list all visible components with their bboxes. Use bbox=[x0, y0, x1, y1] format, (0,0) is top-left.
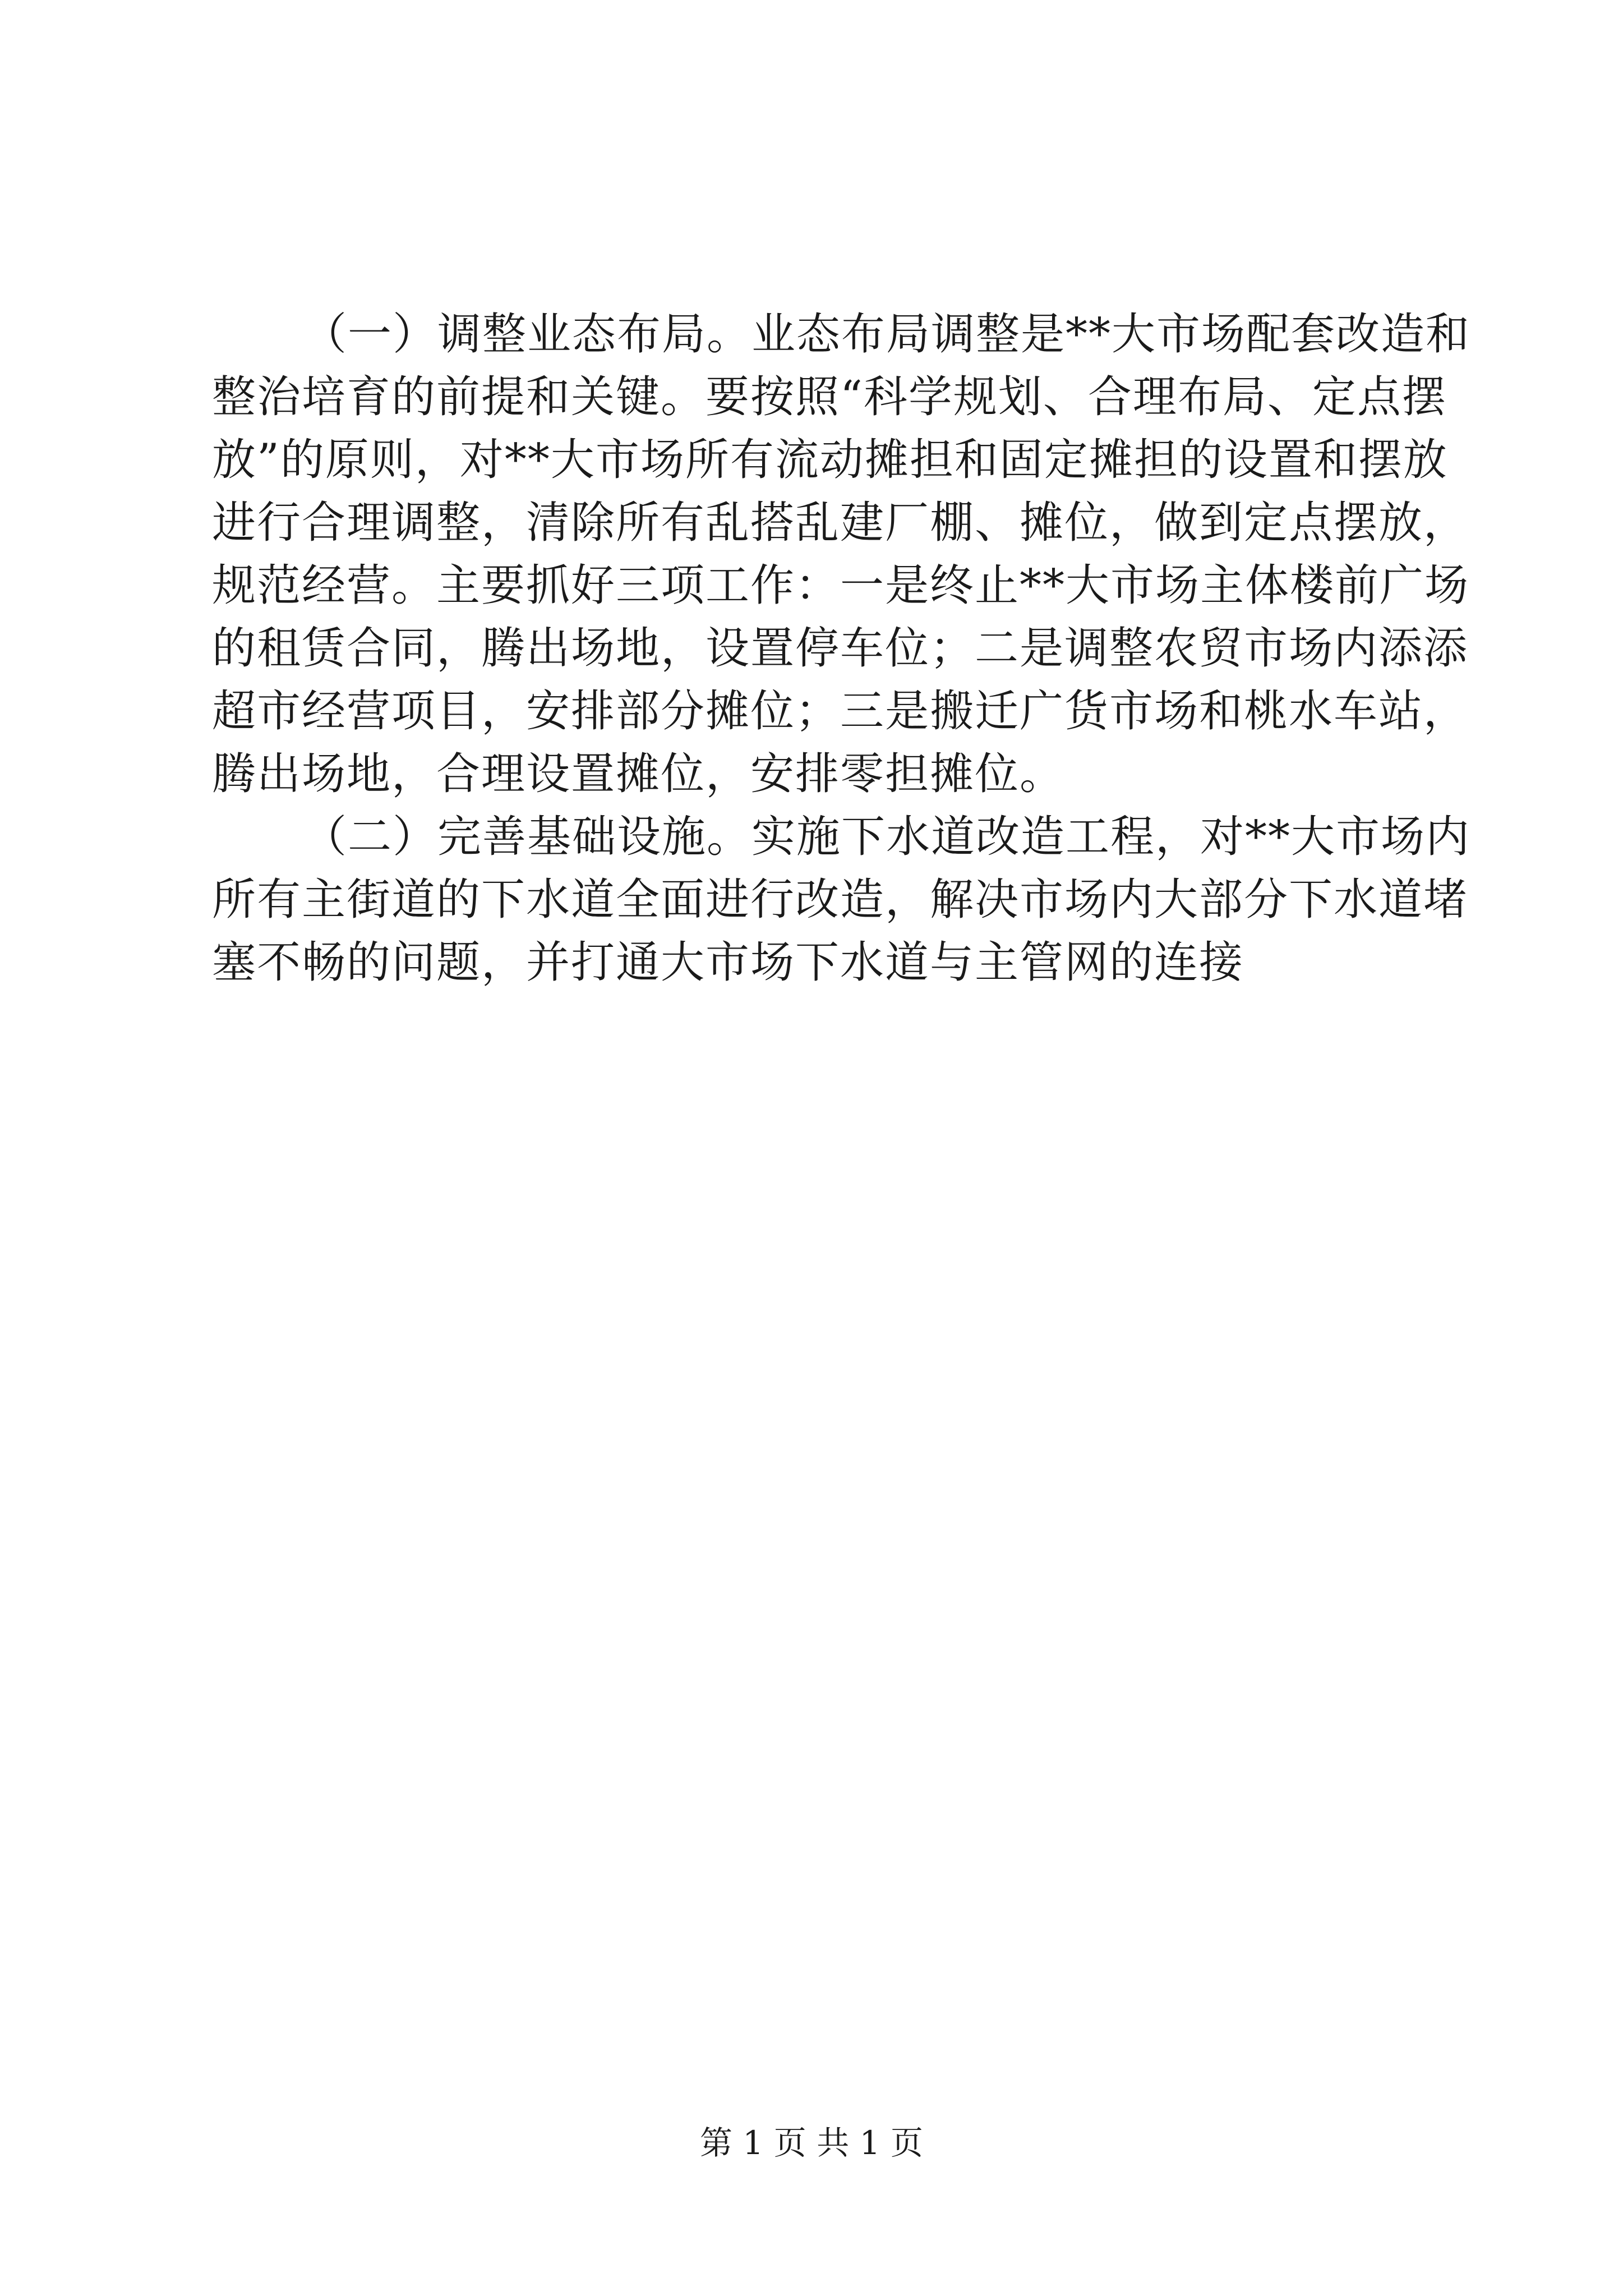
document-body bbox=[212, 303, 1471, 994]
paragraph-line: 放”的原则，对**大市场所有流动摊担和固定摊担的设置和摆放 bbox=[212, 435, 1448, 485]
paragraph-line: 所有主街道的下水道全面进行改造，解决市场内大部分下水道堵 bbox=[212, 875, 1469, 925]
page-number-footer: 第 1 页 共 1 页 bbox=[700, 2124, 923, 2162]
paragraph-line: 腾出场地，合理设置摊位，安排零担摊位。 bbox=[212, 749, 1065, 799]
paragraph-line: 塞不畅的问题，并打通大市场下水道与主管网的连接 bbox=[212, 937, 1244, 988]
paragraph-line: （二）完善基础设施。实施下水道改造工程，对**大市场内 bbox=[303, 812, 1471, 862]
paragraph-line: 整治培育的前提和关键。要按照“科学规划、合理布局、定点摆 bbox=[212, 372, 1447, 422]
paragraph-line: 超市经营项目，安排部分摊位；三是搬迁广货市场和桃水车站， bbox=[212, 686, 1469, 737]
paragraph-line: （一）调整业态布局。业态布局调整是**大市场配套改造和 bbox=[303, 309, 1471, 360]
paragraph-2 bbox=[212, 806, 1471, 994]
paragraph-1 bbox=[212, 303, 1471, 806]
paragraph-line: 的租赁合同，腾出场地，设置停车位；二是调整农贸市场内添添 bbox=[212, 623, 1469, 674]
paragraph-line: 进行合理调整，清除所有乱搭乱建厂棚、摊位，做到定点摆放， bbox=[212, 498, 1469, 548]
paragraph-line: 规范经营。主要抓好三项工作：一是终止**大市场主体楼前广场 bbox=[212, 560, 1470, 611]
